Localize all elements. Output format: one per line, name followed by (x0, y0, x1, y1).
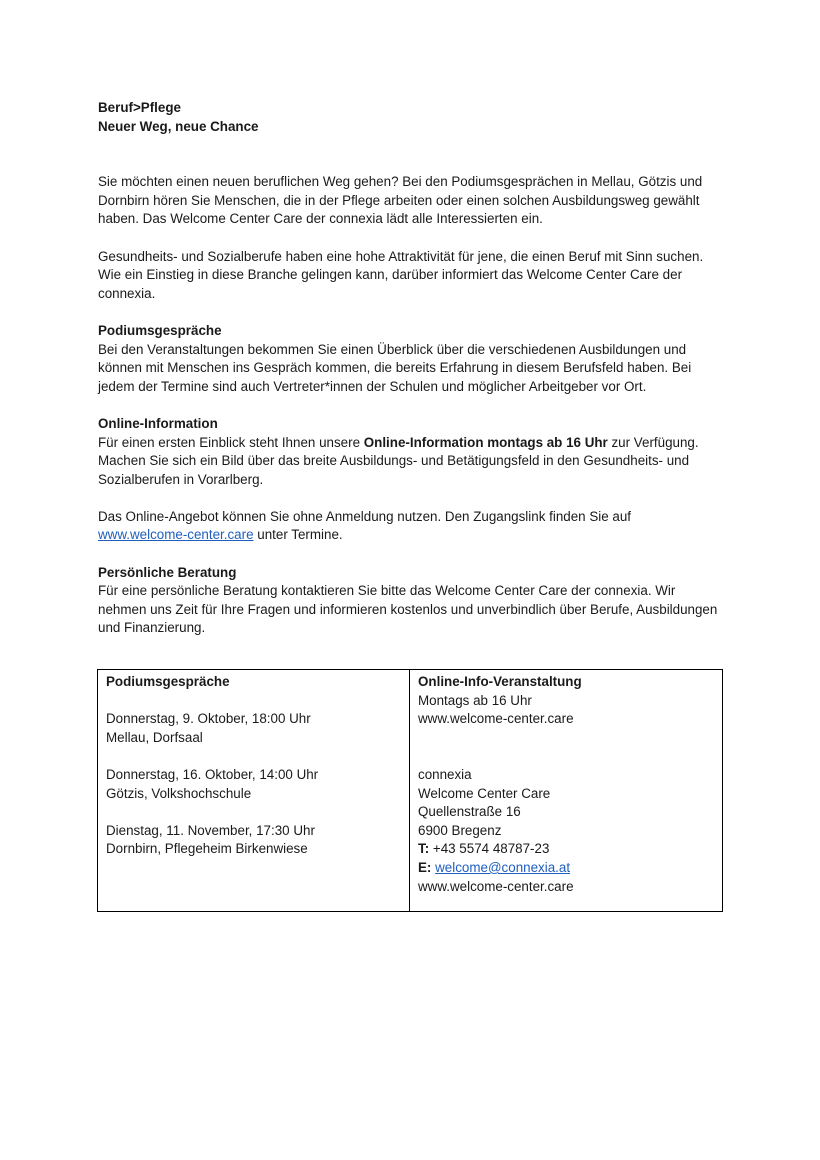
intro-paragraph-2: Gesundheits- und Sozialberufe haben eine hohe Attraktivität für jene, die einen Beruf mit Sinn suchen. Wie ein Einstieg in diese Branche gelingen kann, darüber informiert das Welcome Center Care der connexia. (98, 248, 704, 301)
event-place: Mellau, Dorfsaal (106, 729, 203, 745)
online-access-text (98, 508, 724, 545)
title-block (98, 99, 724, 136)
contact-city: 6900 Bregenz (418, 822, 502, 838)
contact-url: www.welcome-center.care (418, 878, 574, 894)
contact-org: connexia (418, 766, 472, 782)
phone-number: +43 5574 48787-23 (429, 841, 550, 857)
info-table (97, 669, 723, 912)
online-info-when: Montags ab 16 Uhr (418, 692, 532, 708)
online-info-column (410, 670, 722, 911)
online-text-bold: Online-Information montags ab 16 Uhr (363, 434, 608, 450)
beratung-heading: Persönliche Beratung (98, 564, 237, 580)
category-label: Beruf>Pflege (98, 100, 181, 115)
event-date: Donnerstag, 9. Oktober, 18:00 Uhr (106, 711, 311, 727)
online-heading: Online-Information (98, 415, 218, 431)
podium-column-heading: Podiumsgespräche (106, 674, 230, 689)
contact-street: Quellenstraße 16 (418, 804, 521, 820)
online-text (98, 434, 724, 490)
phone-label: T: (418, 841, 430, 857)
event-date: Donnerstag, 16. Oktober, 14:00 Uhr (106, 766, 319, 782)
online-info-heading: Online-Info-Veranstaltung (418, 674, 582, 689)
email-link[interactable]: welcome@connexia.at (435, 859, 571, 875)
podium-text: Bei den Veranstaltungen bekommen Sie einen Überblick über die verschiedenen Ausbildungen und können mit Menschen ins Gespräch kommen, die bereits Erfahrung in diesem Berufsfeld haben. Bei jedem der Termine sind auch Vertreter*innen der Schulen und möglicher Arbeitgeber vor Ort. (98, 341, 692, 394)
contact-email (418, 859, 714, 878)
online-access-before: Das Online-Angebot können Sie ohne Anmeldung nutzen. Den Zugangslink finden Sie auf (98, 508, 632, 524)
document-body (98, 99, 724, 638)
intro-paragraph-1: Sie möchten einen neuen beruflichen Weg gehen? Bei den Podiumsgesprächen in Mellau, Götzis und Dornbirn hören Sie Menschen, die in der Pflege arbeiten oder einen solchen Ausbildungsweg gewählt haben. Das Welcome Center Care der connexia lädt alle Interessierten ein. (98, 174, 703, 227)
online-info-url: www.welcome-center.care (418, 711, 574, 727)
online-access-after: unter Termine. (253, 527, 343, 543)
event-place: Dornbirn, Pflegeheim Birkenwiese (106, 841, 308, 857)
event-place: Götzis, Volkshochschule (106, 785, 252, 801)
event-date: Dienstag, 11. November, 17:30 Uhr (106, 822, 315, 838)
welcome-center-link[interactable]: www.welcome-center.care (98, 527, 254, 543)
podium-column (98, 670, 410, 911)
contact-org-unit: Welcome Center Care (418, 785, 551, 801)
contact-phone (418, 840, 714, 859)
podium-heading: Podiumsgespräche (98, 322, 222, 338)
email-label: E: (418, 859, 432, 875)
online-text-after: zur Verfügung. Machen Sie sich ein Bild über das breite Ausbildungs- und Betätigungsfeld in den Gesundheits- und Sozialberufen in Vorarlberg. (98, 434, 699, 487)
online-text-before: Für einen ersten Einblick steht Ihnen unsere (98, 434, 364, 450)
beratung-text: Für eine persönliche Beratung kontaktieren Sie bitte das Welcome Center Care der connexia. Wir nehmen uns Zeit für Ihre Fragen und informieren kostenlos und unverbindlich über Berufe, Ausbildungen und Finanzierung. (98, 583, 718, 636)
page-title: Neuer Weg, neue Chance (98, 118, 259, 134)
